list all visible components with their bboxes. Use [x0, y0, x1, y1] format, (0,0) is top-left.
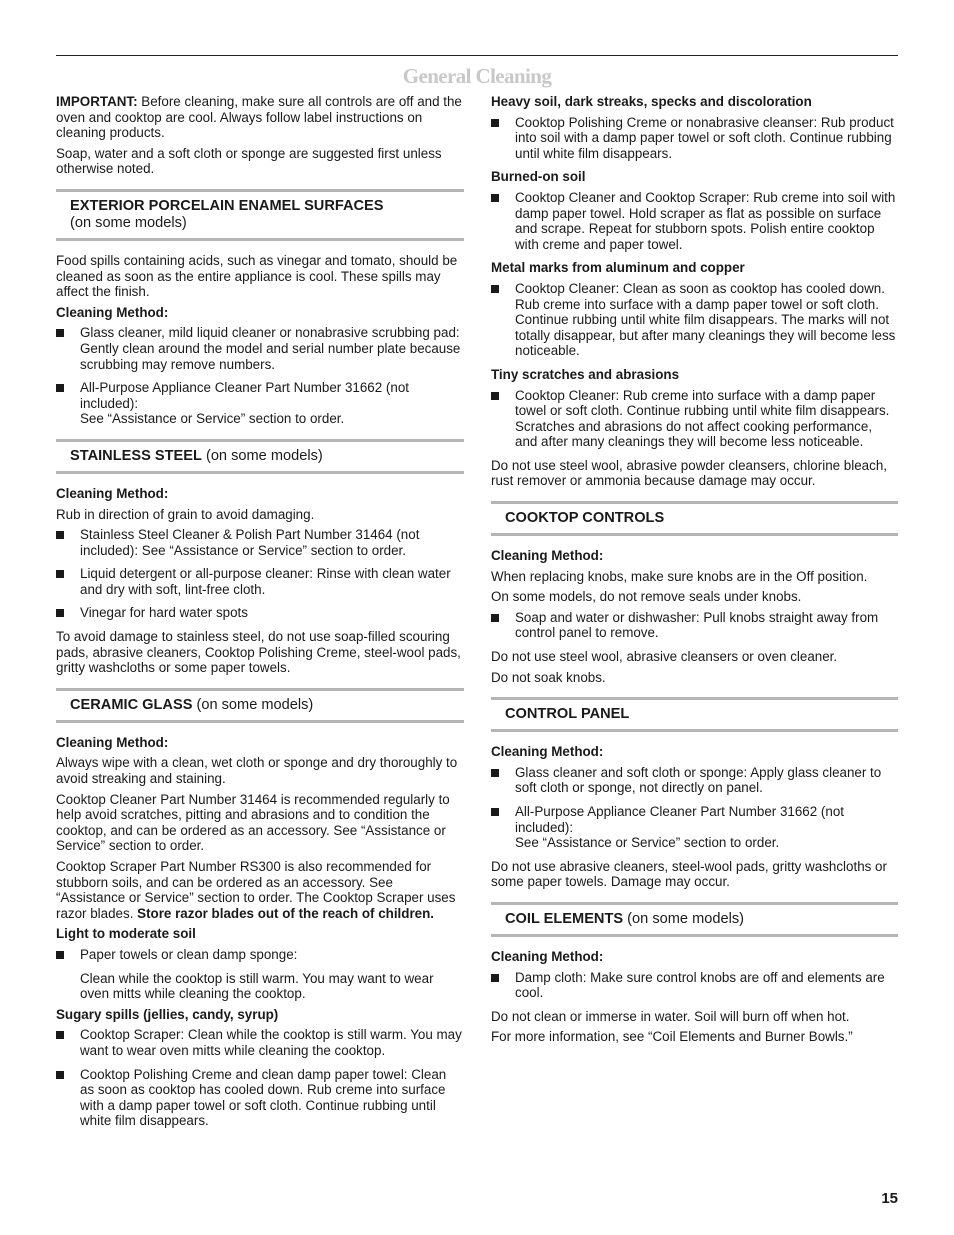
section-header-porcelain [56, 189, 464, 241]
cleaning-method-label: Cleaning Method: [491, 744, 604, 760]
soap-paragraph: Soap, water and a soft cloth or sponge are suggested first unless otherwise noted. [56, 145, 442, 177]
bullet-square-icon [56, 531, 64, 539]
razor-warning: Store razor blades out of the reach of children. [137, 905, 435, 921]
bullet-square-icon [491, 808, 499, 816]
bullet-square-icon [491, 194, 499, 202]
section-subtitle: (on some models) [201, 447, 323, 464]
bullet-item: Cooktop Polishing Creme and clean damp paper towel: Clean as soon as cooktop has cooled down. Rub creme into surface with a damp paper towel or soft cloth. Continue rubbing until white film disappears. [56, 1067, 464, 1129]
section-title: CERAMIC GLASS [70, 696, 193, 713]
bullet-square-icon [56, 1071, 64, 1079]
ceramic-p1: Always wipe with a clean, wet cloth or sponge and dry thoroughly to avoid streaking and staining. [56, 755, 458, 787]
left-column [56, 94, 464, 1137]
section-title: COIL ELEMENTS [505, 910, 624, 927]
burned-soil-label: Burned-on soil [491, 169, 586, 185]
coil-p1: Do not clean or immerse in water. Soil will burn off when hot. [491, 1008, 850, 1024]
bullet-item: Soap and water or dishwasher: Pull knobs straight away from control panel to remove. [491, 610, 898, 641]
right-column [491, 94, 898, 1050]
bullet-item: Cooktop Cleaner: Clean as soon as cooktop has cooled down. Rub creme into surface with a damp paper towel or soft cloth. Continue rubbing until white film disappears. The marks will not totally disappear, but after many cleanings they will become less noticeable. [491, 281, 898, 359]
controls-p2: On some models, do not remove seals under knobs. [491, 589, 802, 605]
sugary-spills-label: Sugary spills (jellies, candy, syrup) [56, 1006, 279, 1022]
section-header-ceramic [56, 688, 464, 723]
section-subtitle: (on some models) [70, 214, 187, 231]
bullet-item: All-Purpose Appliance Cleaner Part Number 31662 (not included): See “Assistance or Service” section to order. [491, 804, 898, 851]
heavy-soil-label: Heavy soil, dark streaks, specks and discoloration [491, 94, 812, 109]
page-title: General Cleaning [402, 64, 552, 88]
bullet-square-icon [56, 329, 64, 337]
bullet-item: Glass cleaner, mild liquid cleaner or nonabrasive scrubbing pad: Gently clean around the model and serial number plate because scrubbing may remove numbers. [56, 325, 464, 372]
section-title: CONTROL PANEL [505, 706, 630, 723]
controls-p4: Do not soak knobs. [491, 669, 606, 685]
section-header-control-panel [491, 697, 898, 732]
section-title: EXTERIOR PORCELAIN ENAMEL SURFACES [70, 197, 384, 214]
bullet-item: Stainless Steel Cleaner & Polish Part Number 31464 (not included): See “Assistance or Service” section to order. [56, 527, 464, 558]
bullet-square-icon [491, 119, 499, 127]
bullet-item: Cooktop Polishing Creme or nonabrasive cleanser: Rub product into soil with a damp paper towel or soft cloth. Continue rubbing until white film disappears. [491, 115, 898, 162]
cleaning-method-label: Cleaning Method: [56, 485, 169, 501]
bullet-square-icon [491, 974, 499, 982]
cleaning-method-label: Cleaning Method: [56, 304, 169, 320]
bullet-square-icon [491, 392, 499, 400]
important-paragraph [56, 94, 464, 141]
porcelain-intro: Food spills containing acids, such as vinegar and tomato, should be cleaned as soon as the entire appliance is cool. These spills may affect the finish. [56, 252, 458, 300]
important-label: IMPORTANT: [56, 94, 138, 109]
bullet-square-icon [56, 609, 64, 617]
section-header-coil-elements [491, 902, 898, 937]
cleaning-method-label: Cleaning Method: [491, 948, 604, 964]
bullet-item: Paper towels or clean damp sponge: [56, 947, 464, 963]
ceramic-p3: Cooktop Scraper Part Number RS300 is also recommended for stubborn soils, and can be ordered as an accessory. See “Assistance or Service” section to order. The Cooktop Scraper uses razor blades. Store razor blades out of the reach of children. [56, 859, 456, 921]
cleaning-method-label: Cleaning Method: [56, 734, 169, 750]
section-header-cooktop-controls [491, 501, 898, 536]
light-soil-label: Light to moderate soil [56, 926, 196, 942]
grain-paragraph: Rub in direction of grain to avoid damaging. [56, 506, 315, 522]
bullet-item: Cooktop Cleaner: Rub creme into surface with a damp paper towel or soft cloth. Continue rubbing until white film disappears. Scratches and abrasions do not affect cooking performance, and after many cleanings they will become less noticeable. [491, 388, 898, 450]
section-subtitle: (on some models) [192, 696, 314, 713]
no-steel-warning: Do not use steel wool, abrasive powder cleansers, chlorine bleach, rust remover or ammonia because damage may occur. [491, 457, 887, 489]
bullet-square-icon [56, 570, 64, 578]
bullet-square-icon [56, 1031, 64, 1039]
stainless-warning: To avoid damage to stainless steel, do not use soap-filled scouring pads, abrasive cleaners, Cooktop Polishing Creme, steel-wool pads, gritty washcloths or some paper towels. [56, 629, 461, 676]
bullet-square-icon [56, 951, 64, 959]
page-number: 15 [881, 1190, 898, 1207]
bullet-square-icon [491, 285, 499, 293]
bullet-square-icon [491, 769, 499, 777]
bullet-square-icon [491, 614, 499, 622]
top-rule [56, 55, 898, 56]
section-header-stainless [56, 439, 464, 474]
section-title: STAINLESS STEEL [70, 447, 202, 464]
tiny-scratches-label: Tiny scratches and abrasions [491, 366, 680, 382]
bullet-item: All-Purpose Appliance Cleaner Part Number 31662 (not included): See “Assistance or Service” section to order. [56, 380, 464, 427]
bullet-item: Vinegar for hard water spots [56, 605, 464, 621]
bullet-item: Liquid detergent or all-purpose cleaner: Rinse with clean water and dry with soft, lint-free cloth. [56, 566, 464, 597]
bullet-item: Cooktop Scraper: Clean while the cooktop is still warm. You may want to wear oven mitts while cleaning the cooktop. [56, 1027, 464, 1058]
bullet-square-icon [56, 384, 64, 392]
section-title: COOKTOP CONTROLS [505, 510, 665, 527]
cleaning-method-label: Cleaning Method: [491, 548, 604, 564]
important-text: Before cleaning, make sure all controls are off and the oven and cooktop are cool. Always follow label instructions on cleaning products. [56, 94, 462, 141]
bullet-item: Cooktop Cleaner and Cooktop Scraper: Rub creme into soil with damp paper towel. Hold scraper as flat as possible on surface and scrape. Repeat for stubborn spots. Polish entire cooktop with creme and paper towel. [491, 190, 898, 252]
ceramic-p2: Cooktop Cleaner Part Number 31464 is recommended regularly to help avoid scratches, pitting and abrasions and to condition the cooktop, and can be ordered as an accessory. See “Assistance or Service” section to order. [56, 791, 450, 854]
bullet-item: Glass cleaner and soft cloth or sponge: Apply glass cleaner to soft cloth or sponge, not directly on panel. [491, 765, 898, 796]
bullet-item: Damp cloth: Make sure control knobs are off and elements are cool. [491, 970, 898, 1001]
panel-warning: Do not use abrasive cleaners, steel-wool pads, gritty washcloths or some paper towels. Damage may occur. [491, 858, 887, 890]
section-subtitle: (on some models) [623, 910, 744, 927]
controls-p3: Do not use steel wool, abrasive cleansers or oven cleaner. [491, 649, 838, 665]
coil-p2: For more information, see “Coil Elements and Burner Bowls.” [491, 1029, 853, 1045]
light-soil-note: Clean while the cooktop is still warm. You may want to wear oven mitts while cleaning the cooktop. [80, 970, 434, 1002]
controls-p1: When replacing knobs, make sure knobs are in the Off position. [491, 568, 868, 584]
metal-marks-label: Metal marks from aluminum and copper [491, 260, 745, 276]
